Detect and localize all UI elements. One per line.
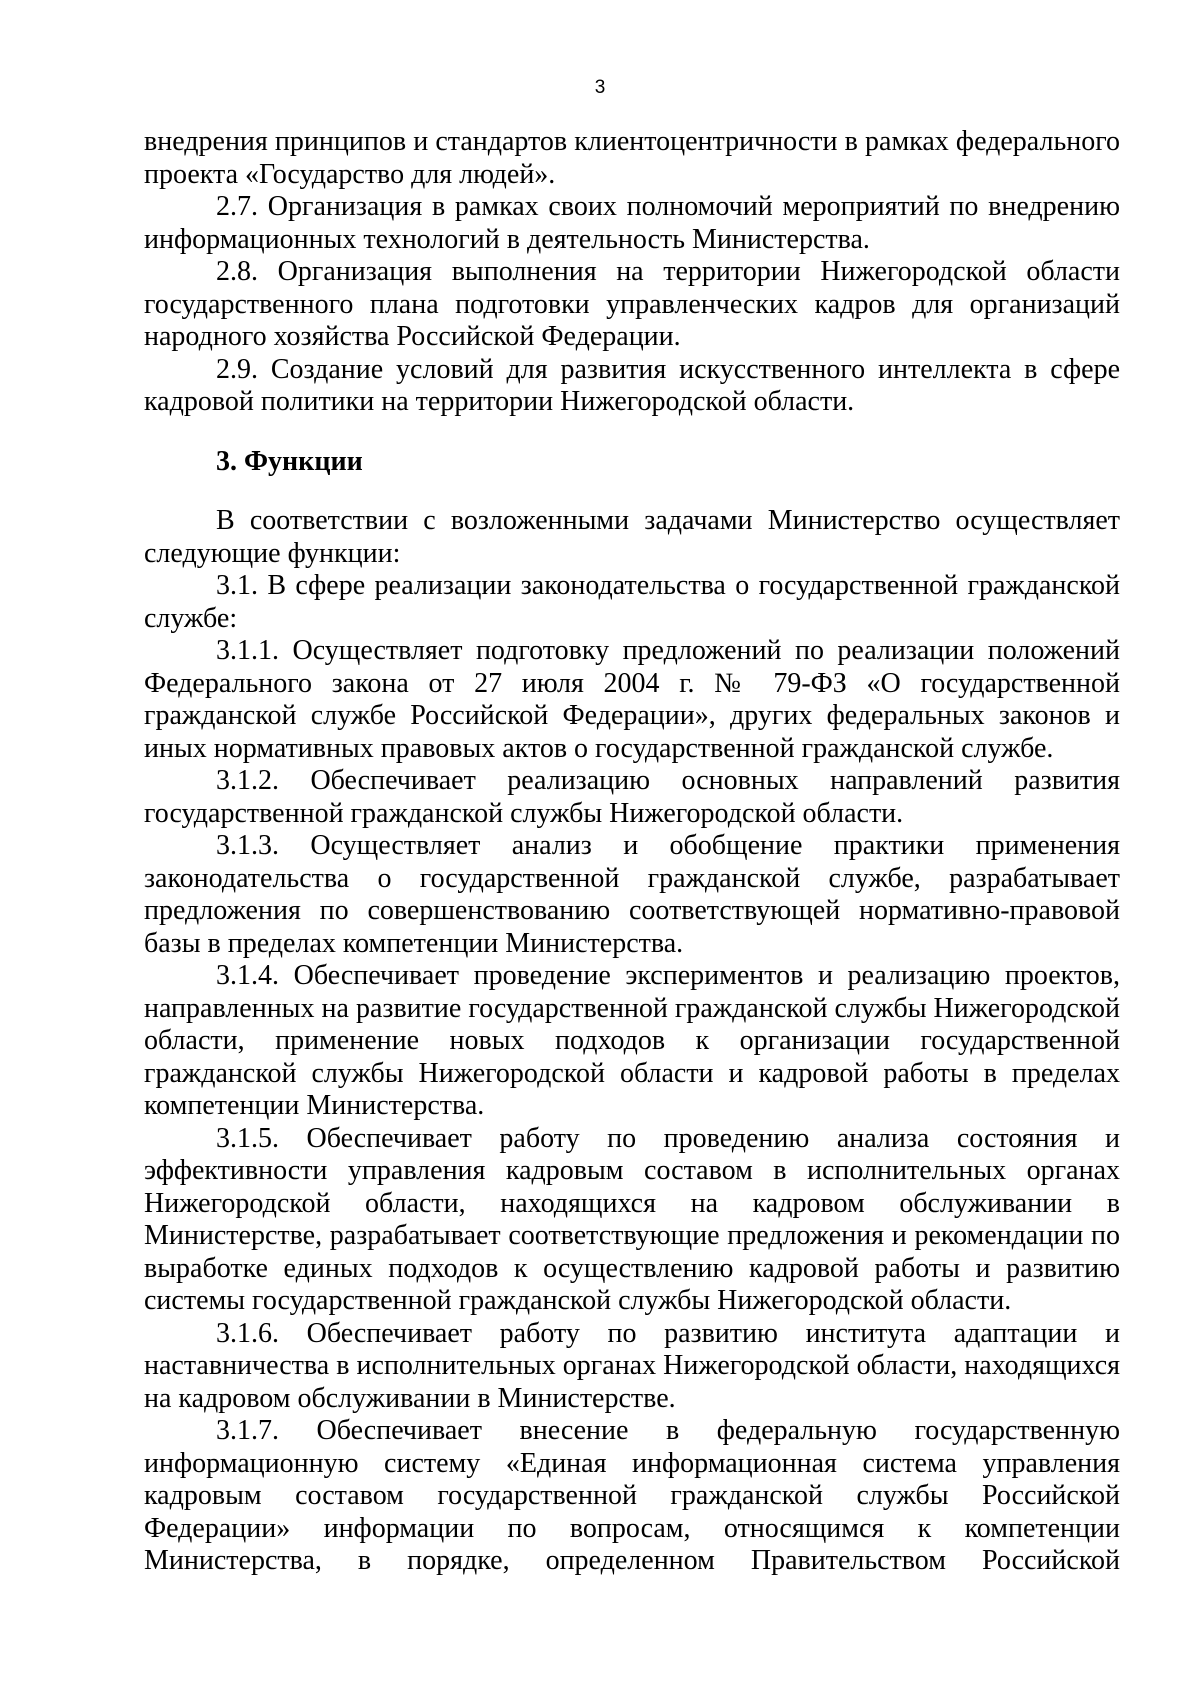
section-heading: 3. Функции	[216, 445, 363, 477]
paragraph-3-1-3: 3.1.3. Осуществляет анализ и обобщение практики применения законодательства о государственной гражданской службе, разрабатывает предложения по совершенствованию соответствующей нормативно-правовой базы в пределах компетенции Министерства.	[144, 830, 1120, 959]
paragraph-continuation: внедрения принципов и стандартов клиентоцентричности в рамках федерального проекта «Государство для людей».	[144, 126, 1120, 190]
spacer	[144, 419, 1120, 446]
page-number: 3	[594, 77, 606, 98]
paragraph-intro: В соответствии с возложенными задачами Министерство осуществляет следующие функции:	[144, 505, 1120, 569]
paragraph-2-9: 2.9. Создание условий для развития искусственного интеллекта в сфере кадровой политики на территории Нижегородской области.	[144, 353, 1120, 417]
paragraph-3-1-2: 3.1.2. Обеспечивает реализацию основных направлений развития государственной гражданской службы Нижегородской области.	[144, 765, 1120, 829]
paragraph-2-8: 2.8. Организация выполнения на территории Нижегородской области государственного плана подготовки управленческих кадров для организаций народного хозяйства Российской Федерации.	[144, 256, 1120, 352]
paragraph-3-1-5: 3.1.5. Обеспечивает работу по проведению анализа состояния и эффективности управления кадровым составом в исполнительных органах Нижегородской области, находящихся на кадровом обслуживании в Министерстве, разрабатывает соответствующие предложения и рекомендации по выработке единых подходов к осуществлению кадровой работы и развитию системы государственной гражданской службы Нижегородской области.	[144, 1122, 1120, 1316]
paragraph-3-1-4: 3.1.4. Обеспечивает проведение экспериментов и реализацию проектов, направленных на развитие государственной гражданской службы Нижегородской области, применение новых подходов к организации государственной гражданской службы Нижегородской области и кадровой работы в пределах компетенции Министерства.	[144, 960, 1120, 1121]
spacer	[144, 478, 1120, 505]
paragraph-2-7: 2.7. Организация в рамках своих полномочий мероприятий по внедрению информационных технологий в деятельность Министерства.	[144, 191, 1120, 255]
paragraph-3-1: 3.1. В сфере реализации законодательства о государственной гражданской службе:	[144, 570, 1120, 634]
paragraph-3-1-1: 3.1.1. Осуществляет подготовку предложений по реализации положений Федерального закона от 27 июля 2004 г. № 79-ФЗ «О государственной гражданской службе Российской Федерации», других федеральных законов и иных нормативных правовых актов о государственной гражданской службе.	[144, 635, 1120, 764]
paragraph-3-1-6: 3.1.6. Обеспечивает работу по развитию института адаптации и наставничества в исполнительных органах Нижегородской области, находящихся на кадровом обслуживании в Министерстве.	[144, 1317, 1120, 1414]
paragraph-3-1-7: 3.1.7. Обеспечивает внесение в федеральную государственную информационную систему «Единая информационная система управления кадровым составом государственной гражданской службы Российской Федерации» информации по вопросам, относящимся к компетенции Министерства, в порядке, определенном Правительством Российской	[144, 1415, 1120, 1576]
document-body	[144, 126, 1120, 1578]
